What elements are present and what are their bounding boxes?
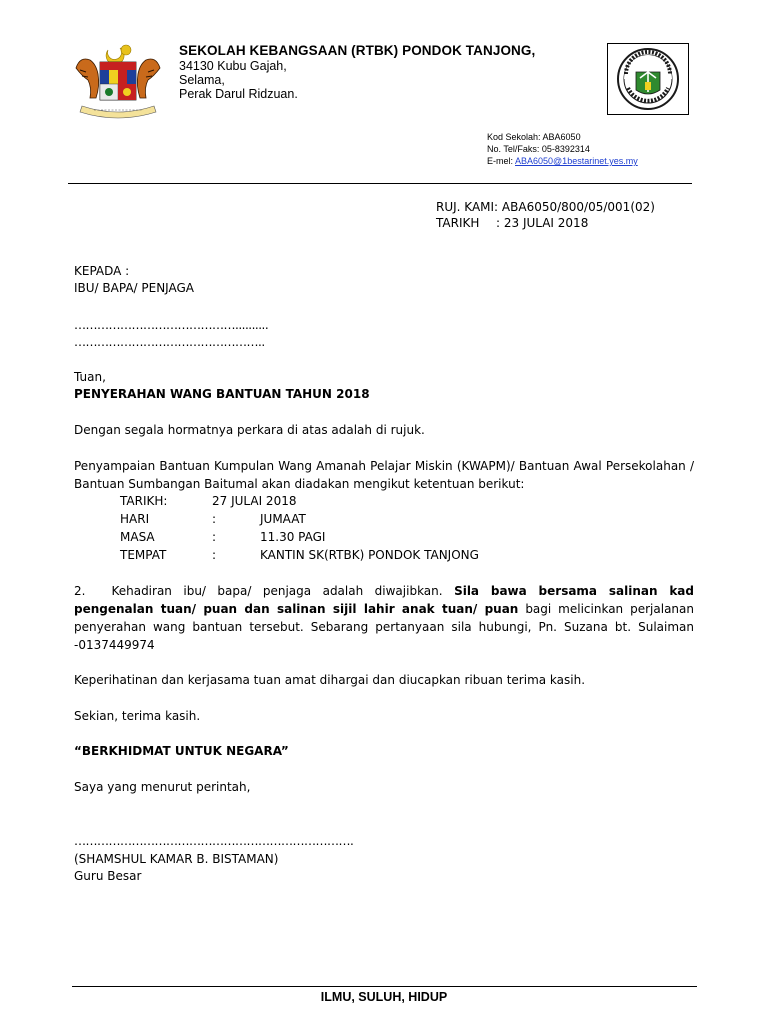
detail-sep-day: :	[212, 512, 217, 526]
detail-value-time: 11.30 PAGI	[260, 530, 326, 544]
paragraph-thanks: Keperihatinan dan kerjasama tuan amat dihargai dan diucapkan ribuan terima kasih.	[74, 673, 586, 687]
detail-sep-venue: :	[212, 548, 217, 562]
footer-motto: ILMU, SULUH, HIDUP	[320, 990, 448, 1004]
paragraph-reference: Dengan segala hormatnya perkara di atas adalah di rujuk.	[74, 423, 425, 437]
school-name: SEKOLAH KEBANGSAAN (RTBK) PONDOK TANJONG,	[179, 43, 536, 58]
school-code: Kod Sekolah: ABA6050	[487, 132, 581, 142]
paragraph-number: 2.	[74, 584, 86, 598]
signatory-name: (SHAMSHUL KAMAR B. BISTAMAN)	[74, 852, 279, 866]
reference-label: RUJ. KAMI:	[436, 200, 499, 214]
footer-divider	[72, 986, 697, 987]
slogan: “BERKHIDMAT UNTUK NEGARA”	[74, 744, 289, 758]
email-line	[487, 155, 638, 167]
paragraph-attendance	[74, 582, 694, 654]
to-label: KEPADA :	[74, 264, 130, 278]
to-recipient: IBU/ BAPA/ PENJAGA	[74, 281, 195, 295]
reference-value: ABA6050/800/05/001(02)	[501, 200, 655, 214]
detail-value-venue: KANTIN SK(RTBK) PONDOK TANJONG	[260, 548, 479, 562]
signatory-title: Guru Besar	[74, 869, 142, 883]
closing: Sekian, terima kasih.	[74, 709, 201, 723]
documents-required-text: Sila bawa bersama salinan kad pengenalan tuan/ puan dan salinan sijil lahir anak tuan/ puan	[74, 584, 694, 616]
header-divider	[68, 183, 692, 184]
paragraph-announcement: Penyampaian Bantuan Kumpulan Wang Amanah Pelajar Miskin (KWAPM)/ Bantuan Awal Persekolahan / Bantuan Sumbangan Baitumal akan diadakan mengikut ketentuan berikut:	[74, 459, 694, 491]
school-badge-logo	[607, 43, 689, 115]
detail-label-date: TARIKH:	[120, 494, 168, 508]
date-line	[436, 214, 588, 232]
blank-address-line-2: …………………………………………..	[74, 335, 265, 349]
detail-value-day: JUMAAT	[260, 512, 306, 526]
address-line-3: Perak Darul Ridzuan.	[179, 87, 298, 101]
email-label: E-mel:	[487, 156, 516, 166]
phone-fax: No. Tel/Faks: 05-8392314	[487, 144, 590, 154]
detail-sep-time: :	[212, 530, 217, 544]
address-line-1: 34130 Kubu Gajah,	[179, 59, 287, 73]
detail-label-time: MASA	[120, 530, 155, 544]
blank-address-line-1: ……………………………………..........	[74, 318, 269, 332]
subject-line: PENYERAHAN WANG BANTUAN TAHUN 2018	[74, 387, 370, 401]
sign-off: Saya yang menurut perintah,	[74, 780, 251, 794]
detail-label-day: HARI	[120, 512, 150, 526]
detail-label-venue: TEMPAT	[120, 548, 167, 562]
salutation: Tuan,	[74, 370, 106, 384]
date-label: TARIKH	[436, 216, 480, 230]
attendance-text: Kehadiran ibu/ bapa/ penjaga adalah diwajibkan.	[111, 584, 443, 598]
email-link[interactable]: ABA6050@1bestarinet.yes.my	[515, 156, 638, 166]
signature-line: ……………………………………………………………….	[74, 834, 354, 848]
date-value: : 23 JULAI 2018	[496, 216, 589, 230]
coat-of-arms-logo	[70, 40, 166, 120]
detail-value-date: 27 JULAI 2018	[212, 494, 297, 508]
address-line-2: Selama,	[179, 73, 225, 87]
enquiry-text: bagi melicinkan perjalanan penyerahan wang bantuan tersebut. Sebarang pertanyaan sila hubungi, Pn. Suzana bt. Sulaiman -0137449974	[74, 602, 694, 652]
